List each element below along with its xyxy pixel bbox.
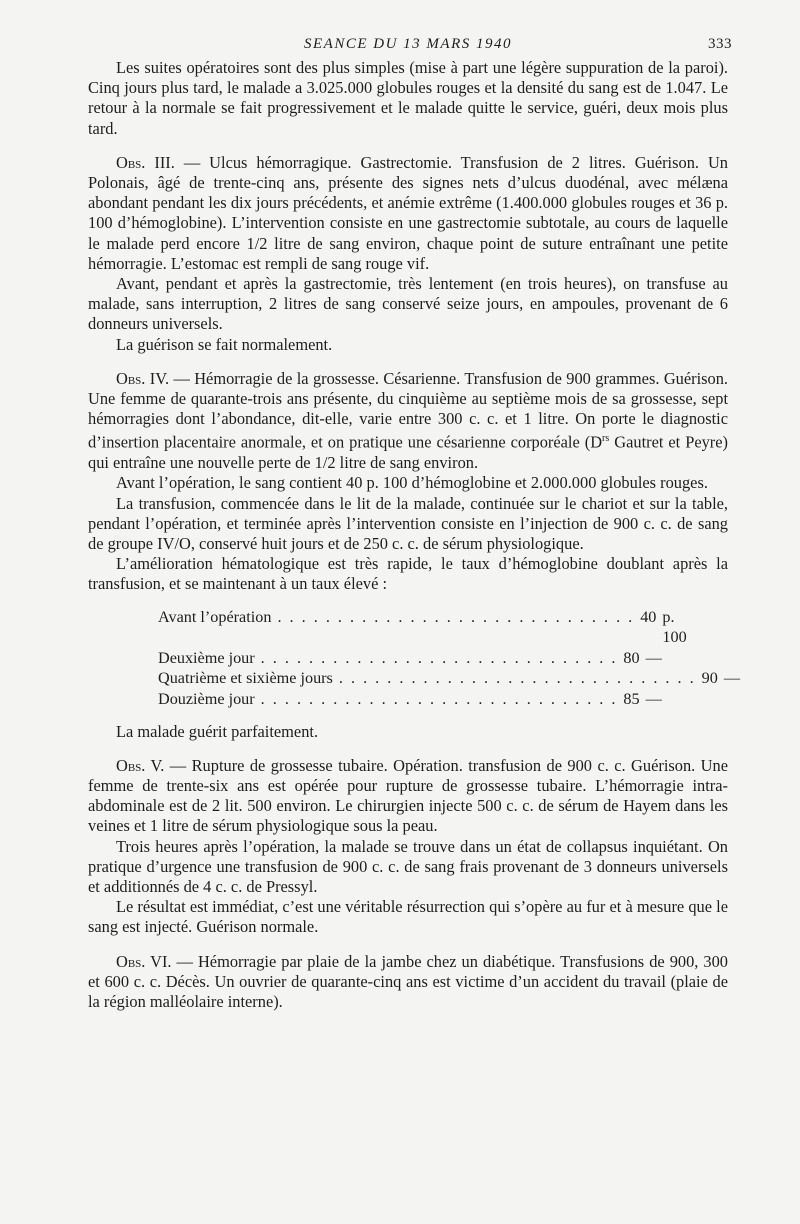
- obs-5-section: [88, 756, 728, 938]
- leader-dots: . . . . . . . . . . . . . . . . . . . . . . . . . . . . . .: [260, 689, 618, 708]
- row-value: 40: [640, 607, 657, 626]
- obs-3-label: Obs. III.: [116, 152, 175, 172]
- obs-6-label: Obs. VI.: [116, 951, 172, 971]
- table-row: [158, 668, 741, 689]
- table-row: [158, 607, 687, 648]
- obs-5-paragraph-1: [88, 756, 728, 837]
- page-number: 333: [708, 36, 732, 52]
- row-label: Deuxième jour: [158, 648, 255, 667]
- obs-4-paragraph-2: Avant l’opération, le sang contient 40 p. 100 d’hémoglobine et 2.000.000 globules rouges.: [116, 473, 708, 493]
- leader-dots: . . . . . . . . . . . . . . . . . . . . . . . . . . . . . .: [277, 607, 635, 626]
- obs-5-text: — Rupture de grossesse tubaire. Opération. transfusion de 900 c. c. Guérison. Une femme de trente-six ans est opérée pour rupture de grossesse tubaire. L’hémorragie intra-abdominale est de 2 lit. 500 environ. Le chirurgien injecte 500 c. c. de sérum de Hayem dans les veines et 1 litre de sérum physiologique sous la peau.: [88, 755, 728, 836]
- row-unit: p. 100: [662, 607, 687, 647]
- obs-3-paragraph-2: Avant, pendant et après la gastrectomie, très lentement (en trois heures), on transfuse au malade, sans interruption, 2 litres de sang conservé seize jours, en ampoules, provenant de 6 donneurs universels.: [88, 274, 728, 334]
- obs-6-text: — Hémorragie par plaie de la jambe chez un diabétique. Transfusions de 900, 300 et 600 c. c. Décès. Un ouvrier de quarante-cinq ans est victime d’un accident du travail (plaie de la région malléolaire interne).: [88, 951, 728, 1011]
- intro-paragraph: Les suites opératoires sont des plus simples (mise à part une légère suppuration de la paroi). Cinq jours plus tard, le malade a 3.025.000 globules rouges et la densité du sang est de 1.047. Le retour à la normale se fait progressivement et le malade quitte le service, guéri, deux mois plus tard.: [88, 58, 728, 138]
- obs-3-paragraph-3: La guérison se fait normalement.: [116, 334, 333, 354]
- row-label: Quatrième et sixième jours: [158, 669, 333, 688]
- obs-4-text-a: — Hémorragie de la grossesse. Césarienne. Transfusion de 900 grammes. Guérison. Une femme de quarante-trois ans présente, du cinquième au septième mois de sa grossesse, sept hémorragies dont l’abondance, dit-elle, varie entre 300 c. c. et 1 litre. On porte le diagnostic d’insertion placentaire anormale, et on pratique une césarienne corporéale (D: [88, 368, 728, 452]
- running-header: [88, 30, 732, 58]
- row-unit: —: [645, 689, 662, 708]
- obs-4-paragraph-4: L’amélioration hématologique est très rapide, le taux d’hémoglobine doublant après la transfusion, et se maintenant à un taux élevé :: [88, 554, 728, 594]
- obs-4-section: [88, 368, 741, 742]
- table-row: [158, 689, 663, 710]
- obs-4-paragraph-1: [88, 369, 728, 473]
- row-label: Avant l’opération: [158, 607, 272, 626]
- leader-dots: . . . . . . . . . . . . . . . . . . . . . . . . . . . . . .: [338, 669, 696, 688]
- table-row: [158, 648, 663, 669]
- obs-4-label: Obs. IV.: [116, 368, 170, 388]
- row-unit: —: [645, 648, 662, 667]
- row-value: 85: [623, 689, 640, 708]
- body-text: [88, 58, 741, 1012]
- hemoglobin-table: [158, 607, 741, 710]
- obs-5-paragraph-2: Trois heures après l’opération, la malade se trouve dans un état de collapsus inquiétant. On pratique d’urgence une transfusion de 900 c. c. de sang frais provenant de 3 donneurs universels et additionnés de 4 c. c. de Pressyl.: [88, 836, 728, 896]
- obs-3-paragraph-1: [88, 153, 728, 274]
- obs-6-section: [88, 952, 728, 1013]
- row-unit: —: [723, 669, 741, 688]
- row-value: 90: [701, 669, 718, 688]
- header-title: SEANCE DU 13 MARS 1940: [304, 36, 512, 52]
- obs-4-paragraph-3: La transfusion, commencée dans le lit de la malade, continuée sur le chariot et sur la table, pendant l’opération, et terminée après l’intervention consiste en l’injection de 900 c. c. de sang de groupe IV/O, conservé huit jours et de 250 c. c. de sérum physiologique.: [88, 493, 728, 553]
- obs-5-label: Obs. V.: [116, 755, 165, 775]
- row-label: Douzième jour: [158, 689, 255, 708]
- obs-4-text-b: Gautret et Peyre) qui entraîne une nouvelle perte de 1/2 litre de sang environ.: [88, 432, 728, 473]
- obs-3-text: — Ulcus hémorragique. Gastrectomie. Transfusion de 2 litres. Guérison. Un Polonais, âgé de trente-cinq ans, présente des signes nets d’ulcus duodénal, avec mélæna abondant pendant les dix jours précédents, et anémie extrême (1.400.000 globules rouges et 36 p. 100 d’hémoglobine). L’intervention consiste en une gastrectomie subtotale, au cours de laquelle le malade perd encore 1/2 litre de sang environ, chaque point de suture entraînant une petite hémorragie. L’estomac est rempli de sang rouge vif.: [88, 152, 728, 273]
- obs-6-paragraph-1: [88, 952, 728, 1013]
- obs-3-section: [88, 153, 728, 355]
- row-value: 80: [623, 648, 640, 667]
- obs-5-paragraph-3: Le résultat est immédiat, c’est une véritable résurrection qui s’opère au fur et à mesure que le sang est injecté. Guérison normale.: [88, 897, 728, 937]
- obs-4-paragraph-5: La malade guérit parfaitement.: [116, 721, 319, 741]
- obs-4-superscript: rs: [602, 433, 610, 445]
- leader-dots: . . . . . . . . . . . . . . . . . . . . . . . . . . . . . .: [260, 648, 618, 667]
